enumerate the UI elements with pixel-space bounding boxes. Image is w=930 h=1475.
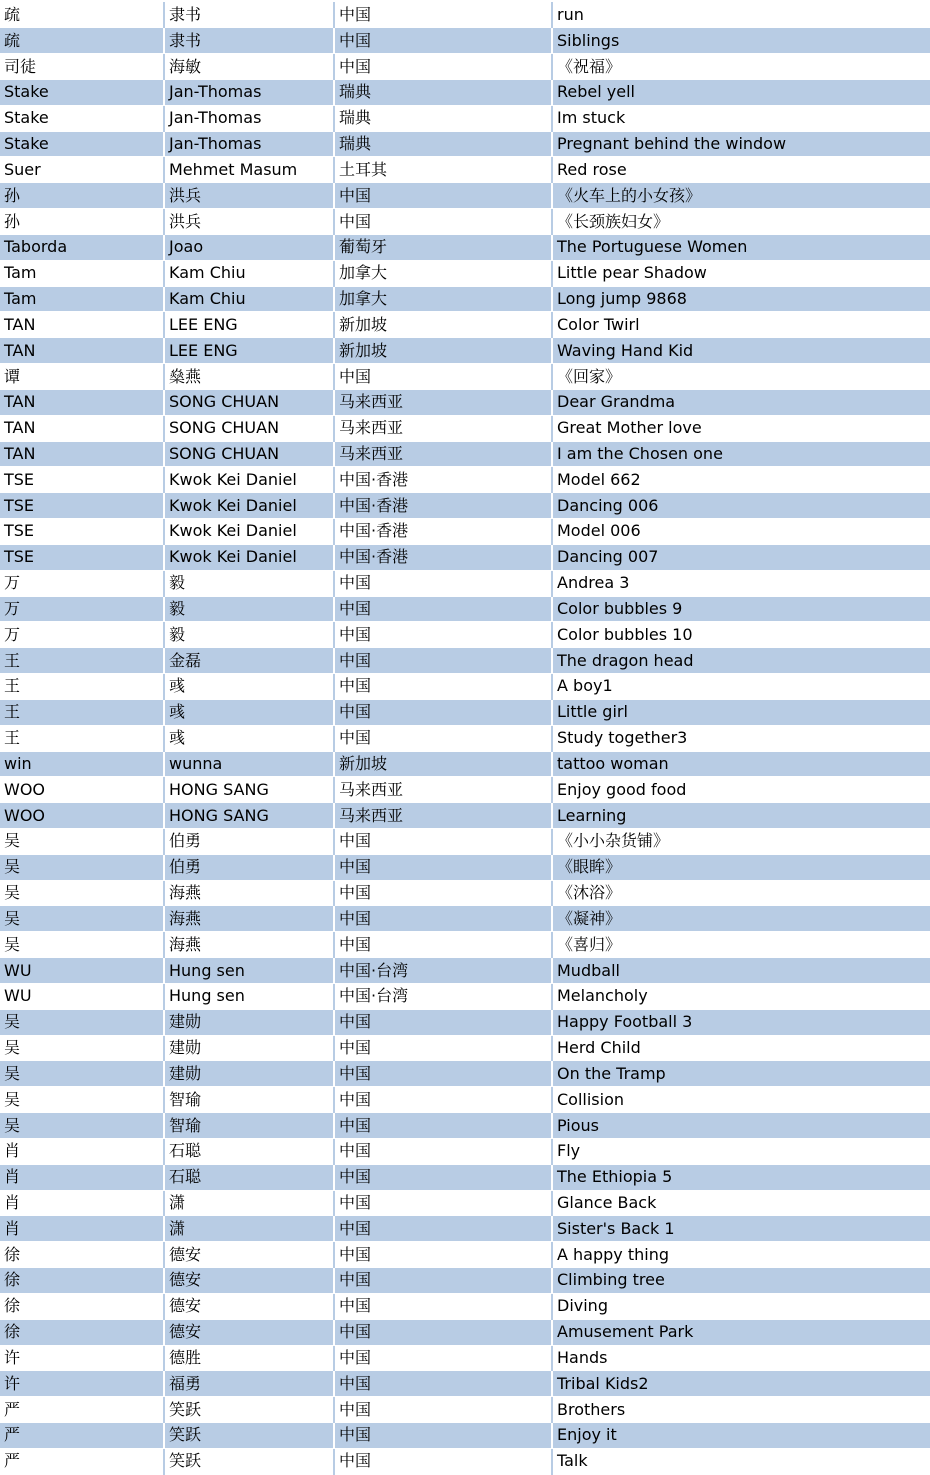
title-cell: Glance Back bbox=[552, 1190, 930, 1216]
title-cell: 《眼眸》 bbox=[552, 854, 930, 880]
surname-cell: 肖 bbox=[0, 1164, 164, 1190]
surname-cell: Tam bbox=[0, 260, 164, 286]
title-cell: Melancholy bbox=[552, 983, 930, 1009]
country-cell: 中国 bbox=[334, 829, 552, 855]
surname-cell: TSE bbox=[0, 519, 164, 545]
table-row bbox=[0, 596, 930, 622]
country-cell: 瑞典 bbox=[334, 105, 552, 131]
given-name-cell: Mehmet Masum bbox=[164, 157, 334, 183]
title-cell: 《火车上的小女孩》 bbox=[552, 183, 930, 209]
surname-cell: 孙 bbox=[0, 209, 164, 235]
title-cell: Long jump 9868 bbox=[552, 286, 930, 312]
title-cell: 《长颈族妇女》 bbox=[552, 209, 930, 235]
surname-cell: 吴 bbox=[0, 854, 164, 880]
surname-cell: WU bbox=[0, 958, 164, 984]
given-name-cell: 海燕 bbox=[164, 880, 334, 906]
title-cell: 《回家》 bbox=[552, 364, 930, 390]
surname-cell: 王 bbox=[0, 725, 164, 751]
given-name-cell: 伯勇 bbox=[164, 829, 334, 855]
country-cell: 中国 bbox=[334, 2, 552, 28]
country-cell: 中国·香港 bbox=[334, 519, 552, 545]
table-row bbox=[0, 983, 930, 1009]
surname-cell: WOO bbox=[0, 777, 164, 803]
table-row bbox=[0, 79, 930, 105]
country-cell: 中国·台湾 bbox=[334, 958, 552, 984]
surname-cell: 肖 bbox=[0, 1190, 164, 1216]
title-cell: Pregnant behind the window bbox=[552, 131, 930, 157]
table-row bbox=[0, 519, 930, 545]
table-row bbox=[0, 1423, 930, 1449]
table-row bbox=[0, 415, 930, 441]
title-cell: Color bubbles 9 bbox=[552, 596, 930, 622]
country-cell: 中国 bbox=[334, 725, 552, 751]
title-cell: A happy thing bbox=[552, 1242, 930, 1268]
surname-cell: 徐 bbox=[0, 1242, 164, 1268]
country-cell: 瑞典 bbox=[334, 131, 552, 157]
table-row bbox=[0, 725, 930, 751]
surname-cell: Suer bbox=[0, 157, 164, 183]
country-cell: 马来西亚 bbox=[334, 441, 552, 467]
table-row bbox=[0, 1009, 930, 1035]
table-row bbox=[0, 260, 930, 286]
surname-cell: TAN bbox=[0, 312, 164, 338]
country-cell: 中国 bbox=[334, 209, 552, 235]
given-name-cell: 建勋 bbox=[164, 1035, 334, 1061]
country-cell: 中国 bbox=[334, 674, 552, 700]
title-cell: Model 662 bbox=[552, 467, 930, 493]
title-cell: Siblings bbox=[552, 28, 930, 54]
country-cell: 中国 bbox=[334, 1268, 552, 1294]
country-cell: 中国 bbox=[334, 880, 552, 906]
table-row bbox=[0, 1035, 930, 1061]
surname-cell: 吴 bbox=[0, 1035, 164, 1061]
given-name-cell: 德胜 bbox=[164, 1345, 334, 1371]
given-name-cell: 建勋 bbox=[164, 1009, 334, 1035]
country-cell: 中国 bbox=[334, 1035, 552, 1061]
surname-cell: 司徒 bbox=[0, 54, 164, 80]
table-row bbox=[0, 777, 930, 803]
surname-cell: 吴 bbox=[0, 1061, 164, 1087]
title-cell: Great Mother love bbox=[552, 415, 930, 441]
country-cell: 中国 bbox=[334, 1009, 552, 1035]
country-cell: 中国 bbox=[334, 364, 552, 390]
table-row bbox=[0, 1268, 930, 1294]
given-name-cell: HONG SANG bbox=[164, 803, 334, 829]
given-name-cell: 燊燕 bbox=[164, 364, 334, 390]
surname-cell: 吴 bbox=[0, 1113, 164, 1139]
title-cell: Diving bbox=[552, 1293, 930, 1319]
table-row bbox=[0, 1164, 930, 1190]
title-cell: Waving Hand Kid bbox=[552, 338, 930, 364]
surname-cell: 王 bbox=[0, 648, 164, 674]
surname-cell: 徐 bbox=[0, 1268, 164, 1294]
title-cell: Herd Child bbox=[552, 1035, 930, 1061]
given-name-cell: HONG SANG bbox=[164, 777, 334, 803]
country-cell: 中国 bbox=[334, 1345, 552, 1371]
surname-cell: 王 bbox=[0, 699, 164, 725]
title-cell: Tribal Kids2 bbox=[552, 1371, 930, 1397]
given-name-cell: 福勇 bbox=[164, 1371, 334, 1397]
given-name-cell: 伯勇 bbox=[164, 854, 334, 880]
surname-cell: TSE bbox=[0, 544, 164, 570]
title-cell: 《喜归》 bbox=[552, 932, 930, 958]
title-cell: Little pear Shadow bbox=[552, 260, 930, 286]
table-row bbox=[0, 1242, 930, 1268]
title-cell: tattoo woman bbox=[552, 751, 930, 777]
surname-cell: TAN bbox=[0, 441, 164, 467]
table-row bbox=[0, 958, 930, 984]
country-cell: 中国 bbox=[334, 1113, 552, 1139]
table-row bbox=[0, 570, 930, 596]
table-row bbox=[0, 441, 930, 467]
country-cell: 中国·香港 bbox=[334, 544, 552, 570]
table-row bbox=[0, 622, 930, 648]
given-name-cell: Joao bbox=[164, 234, 334, 260]
surname-cell: WU bbox=[0, 983, 164, 1009]
title-cell: Rebel yell bbox=[552, 79, 930, 105]
given-name-cell: 海敏 bbox=[164, 54, 334, 80]
surname-cell: TAN bbox=[0, 389, 164, 415]
table-row bbox=[0, 1345, 930, 1371]
given-name-cell: wunna bbox=[164, 751, 334, 777]
country-cell: 中国·香港 bbox=[334, 467, 552, 493]
title-cell: Dancing 007 bbox=[552, 544, 930, 570]
title-cell: 《凝神》 bbox=[552, 906, 930, 932]
country-cell: 新加坡 bbox=[334, 338, 552, 364]
table-row bbox=[0, 493, 930, 519]
table-row bbox=[0, 906, 930, 932]
given-name-cell: 毅 bbox=[164, 622, 334, 648]
title-cell: Color bubbles 10 bbox=[552, 622, 930, 648]
title-cell: Pious bbox=[552, 1113, 930, 1139]
country-cell: 新加坡 bbox=[334, 751, 552, 777]
given-name-cell: 洪兵 bbox=[164, 209, 334, 235]
table-row bbox=[0, 157, 930, 183]
given-name-cell: 德安 bbox=[164, 1268, 334, 1294]
surname-cell: 肖 bbox=[0, 1138, 164, 1164]
surname-cell: win bbox=[0, 751, 164, 777]
table-row bbox=[0, 312, 930, 338]
given-name-cell: 隶书 bbox=[164, 2, 334, 28]
title-cell: The Portuguese Women bbox=[552, 234, 930, 260]
given-name-cell: LEE ENG bbox=[164, 338, 334, 364]
title-cell: 《小小杂货铺》 bbox=[552, 829, 930, 855]
title-cell: Hands bbox=[552, 1345, 930, 1371]
given-name-cell: Jan-Thomas bbox=[164, 105, 334, 131]
title-cell: Climbing tree bbox=[552, 1268, 930, 1294]
title-cell: Color Twirl bbox=[552, 312, 930, 338]
surname-cell: 谭 bbox=[0, 364, 164, 390]
title-cell: The Ethiopia 5 bbox=[552, 1164, 930, 1190]
table-row bbox=[0, 1138, 930, 1164]
surname-cell: 疏 bbox=[0, 28, 164, 54]
country-cell: 中国 bbox=[334, 1216, 552, 1242]
table-row bbox=[0, 544, 930, 570]
given-name-cell: Jan-Thomas bbox=[164, 131, 334, 157]
country-cell: 马来西亚 bbox=[334, 415, 552, 441]
table-row bbox=[0, 1216, 930, 1242]
surname-cell: 严 bbox=[0, 1423, 164, 1449]
given-name-cell: 石聪 bbox=[164, 1164, 334, 1190]
country-cell: 瑞典 bbox=[334, 79, 552, 105]
given-name-cell: 智瑜 bbox=[164, 1087, 334, 1113]
title-cell: Talk bbox=[552, 1448, 930, 1474]
country-cell: 中国 bbox=[334, 28, 552, 54]
given-name-cell: Kwok Kei Daniel bbox=[164, 493, 334, 519]
title-cell: On the Tramp bbox=[552, 1061, 930, 1087]
given-name-cell: Hung sen bbox=[164, 983, 334, 1009]
country-cell: 中国 bbox=[334, 183, 552, 209]
country-cell: 中国 bbox=[334, 622, 552, 648]
given-name-cell: 德安 bbox=[164, 1293, 334, 1319]
table-row bbox=[0, 803, 930, 829]
table-row bbox=[0, 1190, 930, 1216]
title-cell: Fly bbox=[552, 1138, 930, 1164]
country-cell: 中国 bbox=[334, 1164, 552, 1190]
title-cell: Learning bbox=[552, 803, 930, 829]
table-row bbox=[0, 209, 930, 235]
country-cell: 土耳其 bbox=[334, 157, 552, 183]
table-row bbox=[0, 364, 930, 390]
surname-cell: 吴 bbox=[0, 1087, 164, 1113]
title-cell: Collision bbox=[552, 1087, 930, 1113]
surname-cell: 吴 bbox=[0, 880, 164, 906]
country-cell: 马来西亚 bbox=[334, 777, 552, 803]
surname-cell: 徐 bbox=[0, 1293, 164, 1319]
given-name-cell: Kam Chiu bbox=[164, 286, 334, 312]
table-row bbox=[0, 1113, 930, 1139]
given-name-cell: SONG CHUAN bbox=[164, 415, 334, 441]
given-name-cell: 笑跃 bbox=[164, 1448, 334, 1474]
given-name-cell: 潇 bbox=[164, 1216, 334, 1242]
surname-cell: 许 bbox=[0, 1345, 164, 1371]
surname-cell: WOO bbox=[0, 803, 164, 829]
given-name-cell: 德安 bbox=[164, 1242, 334, 1268]
given-name-cell: SONG CHUAN bbox=[164, 441, 334, 467]
title-cell: Sister's Back 1 bbox=[552, 1216, 930, 1242]
table-row bbox=[0, 1293, 930, 1319]
surname-cell: Stake bbox=[0, 131, 164, 157]
surname-cell: 徐 bbox=[0, 1319, 164, 1345]
given-name-cell: 毅 bbox=[164, 596, 334, 622]
country-cell: 马来西亚 bbox=[334, 803, 552, 829]
surname-cell: 万 bbox=[0, 622, 164, 648]
surname-cell: Stake bbox=[0, 105, 164, 131]
given-name-cell: 海燕 bbox=[164, 906, 334, 932]
table-row bbox=[0, 880, 930, 906]
country-cell: 新加坡 bbox=[334, 312, 552, 338]
given-name-cell: 彧 bbox=[164, 674, 334, 700]
title-cell: A boy1 bbox=[552, 674, 930, 700]
given-name-cell: 彧 bbox=[164, 699, 334, 725]
title-cell: Dear Grandma bbox=[552, 389, 930, 415]
country-cell: 马来西亚 bbox=[334, 389, 552, 415]
surname-cell: 严 bbox=[0, 1448, 164, 1474]
title-cell: Mudball bbox=[552, 958, 930, 984]
table-row bbox=[0, 28, 930, 54]
table-row bbox=[0, 932, 930, 958]
surname-cell: TAN bbox=[0, 415, 164, 441]
given-name-cell: 毅 bbox=[164, 570, 334, 596]
table-row bbox=[0, 2, 930, 28]
title-cell: Happy Football 3 bbox=[552, 1009, 930, 1035]
surname-cell: 吴 bbox=[0, 906, 164, 932]
given-name-cell: Kam Chiu bbox=[164, 260, 334, 286]
title-cell: Andrea 3 bbox=[552, 570, 930, 596]
country-cell: 葡萄牙 bbox=[334, 234, 552, 260]
surname-cell: 吴 bbox=[0, 1009, 164, 1035]
title-cell: Enjoy it bbox=[552, 1423, 930, 1449]
surname-cell: 肖 bbox=[0, 1216, 164, 1242]
title-cell: 《祝福》 bbox=[552, 54, 930, 80]
title-cell: Brothers bbox=[552, 1397, 930, 1423]
table-row bbox=[0, 467, 930, 493]
title-cell: Amusement Park bbox=[552, 1319, 930, 1345]
table-row bbox=[0, 54, 930, 80]
entries-table bbox=[0, 2, 930, 1475]
given-name-cell: Kwok Kei Daniel bbox=[164, 467, 334, 493]
given-name-cell: SONG CHUAN bbox=[164, 389, 334, 415]
country-cell: 中国 bbox=[334, 1397, 552, 1423]
given-name-cell: Kwok Kei Daniel bbox=[164, 544, 334, 570]
surname-cell: 王 bbox=[0, 674, 164, 700]
given-name-cell: 笑跃 bbox=[164, 1423, 334, 1449]
title-cell: Dancing 006 bbox=[552, 493, 930, 519]
country-cell: 中国 bbox=[334, 1138, 552, 1164]
given-name-cell: 笑跃 bbox=[164, 1397, 334, 1423]
entries-table-body bbox=[0, 2, 930, 1474]
title-cell: Little girl bbox=[552, 699, 930, 725]
table-row bbox=[0, 1087, 930, 1113]
title-cell: run bbox=[552, 2, 930, 28]
title-cell: Model 006 bbox=[552, 519, 930, 545]
country-cell: 中国 bbox=[334, 932, 552, 958]
surname-cell: TSE bbox=[0, 467, 164, 493]
country-cell: 中国 bbox=[334, 1319, 552, 1345]
table-row bbox=[0, 286, 930, 312]
country-cell: 中国 bbox=[334, 1061, 552, 1087]
country-cell: 中国 bbox=[334, 596, 552, 622]
country-cell: 中国·台湾 bbox=[334, 983, 552, 1009]
given-name-cell: 金磊 bbox=[164, 648, 334, 674]
given-name-cell: Jan-Thomas bbox=[164, 79, 334, 105]
given-name-cell: 隶书 bbox=[164, 28, 334, 54]
given-name-cell: Hung sen bbox=[164, 958, 334, 984]
country-cell: 中国 bbox=[334, 1242, 552, 1268]
country-cell: 中国 bbox=[334, 1371, 552, 1397]
given-name-cell: 彧 bbox=[164, 725, 334, 751]
title-cell: Study together3 bbox=[552, 725, 930, 751]
table-row bbox=[0, 389, 930, 415]
table-row bbox=[0, 674, 930, 700]
table-row bbox=[0, 338, 930, 364]
country-cell: 中国 bbox=[334, 1293, 552, 1319]
given-name-cell: Kwok Kei Daniel bbox=[164, 519, 334, 545]
surname-cell: TAN bbox=[0, 338, 164, 364]
title-cell: Im stuck bbox=[552, 105, 930, 131]
given-name-cell: 潇 bbox=[164, 1190, 334, 1216]
country-cell: 中国·香港 bbox=[334, 493, 552, 519]
surname-cell: 吴 bbox=[0, 829, 164, 855]
country-cell: 中国 bbox=[334, 1190, 552, 1216]
surname-cell: 吴 bbox=[0, 932, 164, 958]
table-row bbox=[0, 1448, 930, 1474]
table-row bbox=[0, 1061, 930, 1087]
country-cell: 中国 bbox=[334, 854, 552, 880]
table-row bbox=[0, 699, 930, 725]
surname-cell: 许 bbox=[0, 1371, 164, 1397]
table-row bbox=[0, 648, 930, 674]
given-name-cell: LEE ENG bbox=[164, 312, 334, 338]
country-cell: 中国 bbox=[334, 1423, 552, 1449]
surname-cell: Stake bbox=[0, 79, 164, 105]
country-cell: 中国 bbox=[334, 1448, 552, 1474]
country-cell: 中国 bbox=[334, 699, 552, 725]
country-cell: 中国 bbox=[334, 570, 552, 596]
table-row bbox=[0, 854, 930, 880]
table-row bbox=[0, 1319, 930, 1345]
surname-cell: 万 bbox=[0, 570, 164, 596]
table-row bbox=[0, 234, 930, 260]
given-name-cell: 智瑜 bbox=[164, 1113, 334, 1139]
surname-cell: 严 bbox=[0, 1397, 164, 1423]
country-cell: 中国 bbox=[334, 54, 552, 80]
surname-cell: Tam bbox=[0, 286, 164, 312]
surname-cell: 孙 bbox=[0, 183, 164, 209]
surname-cell: TSE bbox=[0, 493, 164, 519]
given-name-cell: 德安 bbox=[164, 1319, 334, 1345]
table-row bbox=[0, 829, 930, 855]
table-row bbox=[0, 751, 930, 777]
title-cell: The dragon head bbox=[552, 648, 930, 674]
title-cell: I am the Chosen one bbox=[552, 441, 930, 467]
title-cell: Enjoy good food bbox=[552, 777, 930, 803]
surname-cell: Taborda bbox=[0, 234, 164, 260]
given-name-cell: 石聪 bbox=[164, 1138, 334, 1164]
table-row bbox=[0, 1397, 930, 1423]
given-name-cell: 洪兵 bbox=[164, 183, 334, 209]
table-row bbox=[0, 183, 930, 209]
title-cell: Red rose bbox=[552, 157, 930, 183]
country-cell: 中国 bbox=[334, 1087, 552, 1113]
surname-cell: 万 bbox=[0, 596, 164, 622]
title-cell: 《沐浴》 bbox=[552, 880, 930, 906]
given-name-cell: 海燕 bbox=[164, 932, 334, 958]
table-row bbox=[0, 1371, 930, 1397]
country-cell: 中国 bbox=[334, 648, 552, 674]
country-cell: 中国 bbox=[334, 906, 552, 932]
country-cell: 加拿大 bbox=[334, 260, 552, 286]
table-row bbox=[0, 105, 930, 131]
table-row bbox=[0, 131, 930, 157]
surname-cell: 疏 bbox=[0, 2, 164, 28]
given-name-cell: 建勋 bbox=[164, 1061, 334, 1087]
country-cell: 加拿大 bbox=[334, 286, 552, 312]
